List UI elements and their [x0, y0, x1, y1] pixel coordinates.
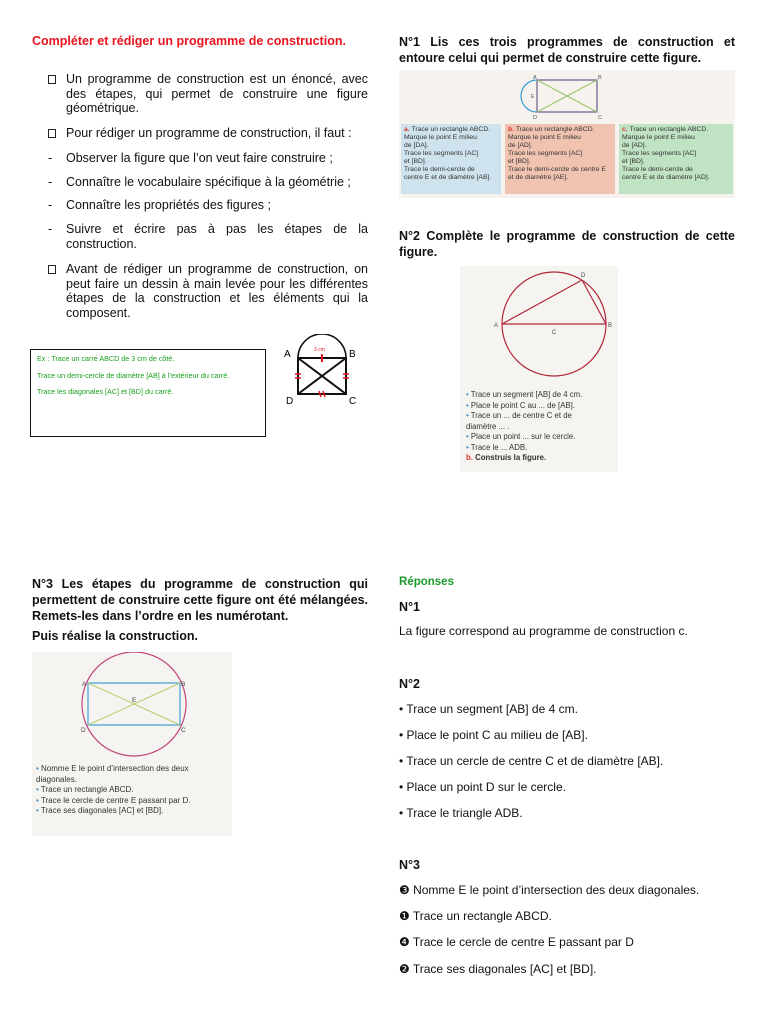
program-line: et [BD]. [404, 158, 427, 165]
program-line: et de diamètre [AE]. [508, 174, 569, 181]
label-d: D [81, 727, 86, 734]
answer-2-item: • Trace un cercle de centre C et de diamètre [AB]. [399, 754, 664, 768]
program-c [619, 124, 733, 194]
circle-triangle-figure [460, 266, 618, 384]
semicircle [521, 80, 537, 112]
step-line: Place un point ... sur le cercle. [470, 432, 576, 441]
final-label: b. [466, 453, 473, 462]
program-line: centre E et de diamètre [AB]. [404, 174, 492, 181]
answer-3-item: ❶ Trace un rectangle ABCD. [399, 909, 552, 923]
label-e: E [132, 697, 137, 704]
program-line: de [DA]. [404, 142, 429, 149]
answer-2-item: • Place le point C au milieu de [AB]. [399, 728, 588, 742]
exercise-1-title: N°1 Lis ces trois programmes de construction et entoure celui qui permet de construire cette figure. [399, 35, 735, 65]
program-line: centre E et de diamètre [AD]. [622, 174, 710, 181]
example-line: Ex : Trace un carré ABCD de 3 cm de côté. [37, 354, 175, 363]
label-d: D [581, 273, 586, 279]
answer-3-item: ❷ Trace ses diagonales [AC] et [BD]. [399, 962, 597, 976]
step-line: Trace un segment [AB] de 4 cm. [470, 390, 583, 399]
program-line: Trace les segments [AC] [622, 150, 697, 157]
answer-2-item: • Trace le triangle ADB. [399, 806, 523, 820]
bullet-square-icon [48, 129, 56, 138]
label-b: B [608, 323, 613, 329]
program-line: et [BD]. [622, 158, 645, 165]
label-d: D [533, 115, 537, 120]
square-semicircle-figure [278, 334, 368, 408]
page-title: Compléter et rédiger un programme de construction. [32, 34, 346, 48]
label-d: D [286, 396, 294, 407]
rectangle-semicircle-figure [511, 72, 621, 120]
answer-3-heading: N°3 [399, 858, 420, 872]
bullet-square-icon [48, 265, 56, 274]
answer-2-heading: N°2 [399, 677, 420, 691]
program-line: Trace un rectangle ABCD. [515, 126, 595, 133]
program-line: Trace les segments [AC] [508, 150, 583, 157]
final-text: Construis la figure. [475, 453, 547, 462]
step-line: diagonales. [36, 774, 77, 784]
step-line: Trace le cercle de centre E passant par D. [40, 795, 191, 805]
exercise-3-title: N°3 Les étapes du programme de construction qui permettent de construire cette figure ont été mélangées. Remets-les dans l’ordre en les numérotant. [32, 577, 368, 623]
program-line: Trace un rectangle ABCD. [629, 126, 709, 133]
dimension-label: 3 cm [314, 347, 325, 353]
list-item [48, 72, 368, 116]
program-a [401, 124, 501, 194]
example-box [30, 349, 266, 437]
label-a: A [533, 75, 537, 81]
answer-1-text: La figure correspond au programme de construction c. [399, 624, 688, 638]
label-b: B [181, 681, 186, 688]
program-label: c. [622, 126, 628, 133]
segment-ad [502, 280, 582, 324]
step-line: Place le point C au ... de [AB]. [470, 400, 575, 410]
program-line: Marque le point E milieu [622, 134, 695, 141]
label-a: A [284, 349, 291, 360]
step-line: Trace le ... ADB. [470, 442, 528, 452]
list-item: - Observer la figure que l’on veut faire construire ; [48, 151, 368, 166]
exercise-2-steps: • Trace un segment [AB] de 4 cm. • Place le point C au ... de [AB]. • Trace un ... de centre C et de diamètre ... . • Place un point ... sur le cercle. • Trace le ... ADB. b. Construis la figure. [466, 390, 616, 464]
dash-text: Observer la figure que l’on veut faire construire ; [66, 151, 333, 165]
label-e: E [531, 94, 535, 100]
answer-3-item: ❸ Nomme E le point d’intersection des deux diagonales. [399, 883, 700, 897]
step-line: Nomme E le point d’intersection des deux [41, 764, 189, 773]
list-item: - Connaître les propriétés des figures ; [48, 198, 368, 213]
label-c: C [181, 727, 186, 734]
exercise-3-photo [32, 652, 232, 836]
example-line: Trace un demi-cercle de diamètre [AB] à l’extérieur du carré. [37, 370, 230, 380]
label-b: B [349, 349, 356, 360]
program-line: Trace un rectangle ABCD. [411, 126, 491, 133]
program-line: Trace le demi-cercle de [622, 166, 693, 173]
example-line: Trace les diagonales [AC] et [BD] du carré. [37, 387, 174, 396]
program-line: Trace les segments [AC] [404, 150, 479, 157]
bullet-text: Avant de rédiger un programme de construction, on peut faire un dessin à main levée pour les différentes étapes de la construction et les éléments qui la composent. [66, 262, 368, 320]
label-c: C [598, 115, 602, 120]
exercise-2-photo [460, 266, 618, 472]
answer-3-item: ❹ Trace le cercle de centre E passant par D [399, 935, 634, 949]
list-item [48, 262, 368, 320]
dash-text: Connaître les propriétés des figures ; [66, 198, 271, 212]
exercise-1-photo [399, 70, 735, 198]
step-line: Trace ses diagonales [AC] et [BD]. [40, 806, 164, 815]
answer-2-item: • Place un point D sur le cercle. [399, 780, 566, 794]
answer-2-item: • Trace un segment [AB] de 4 cm. [399, 702, 578, 716]
step-line: diamètre ... . [466, 421, 510, 431]
program-line: Marque le point E milieu [508, 134, 581, 141]
answers-heading: Réponses [399, 576, 454, 588]
program-line: de [AD]. [508, 142, 533, 149]
program-label: b. [508, 126, 515, 133]
program-line: Marque le point E milieu [404, 134, 477, 141]
program-line: et [BD]. [508, 158, 531, 165]
bullet-text: Un programme de construction est un énoncé, avec des étapes, qui permet de construire une figure géométrique. [66, 72, 368, 115]
dash-text: Suivre et écrire pas à pas les étapes de la construction. [66, 222, 368, 251]
list-item: - Connaître le vocabulaire spécifique à la géométrie ; [48, 175, 368, 190]
list-item [48, 126, 368, 141]
exercise-3-steps: • Nomme E le point d’intersection des deux diagonales. • Trace un rectangle ABCD. • Trace le cercle de centre E passant par D. • Trace ses diagonales [AC] et [BD]. [36, 764, 232, 817]
rectangle-circle-figure [32, 652, 232, 758]
label-c: C [552, 330, 557, 336]
segment-db [582, 280, 606, 324]
answer-1-heading: N°1 [399, 600, 420, 614]
step-line: Trace un rectangle ABCD. [40, 785, 134, 794]
list-item: - Suivre et écrire pas à pas les étapes de la construction. [48, 222, 368, 251]
label-c: C [349, 396, 357, 407]
exercise-2-title: N°2 Complète le programme de construction de cette figure. [399, 229, 735, 259]
bullet-square-icon [48, 75, 56, 84]
dash-text: Connaître le vocabulaire spécifique à la géométrie ; [66, 175, 351, 189]
program-b [505, 124, 615, 194]
program-line: Trace le demi-cercle de [404, 166, 475, 173]
bullet-text: Pour rédiger un programme de construction, il faut : [66, 126, 352, 140]
program-label: a. [404, 126, 410, 133]
exercise-3-subtitle: Puis réalise la construction. [32, 629, 199, 643]
program-line: de [AD]. [622, 142, 647, 149]
label-a: A [82, 681, 87, 688]
tick-mark [323, 391, 325, 397]
label-a: A [494, 323, 499, 329]
program-line: Trace le demi-cercle de centre E [508, 166, 606, 173]
label-b: B [598, 75, 602, 81]
tick-mark [319, 391, 321, 397]
step-line: Trace un ... de centre C et de [470, 411, 572, 420]
